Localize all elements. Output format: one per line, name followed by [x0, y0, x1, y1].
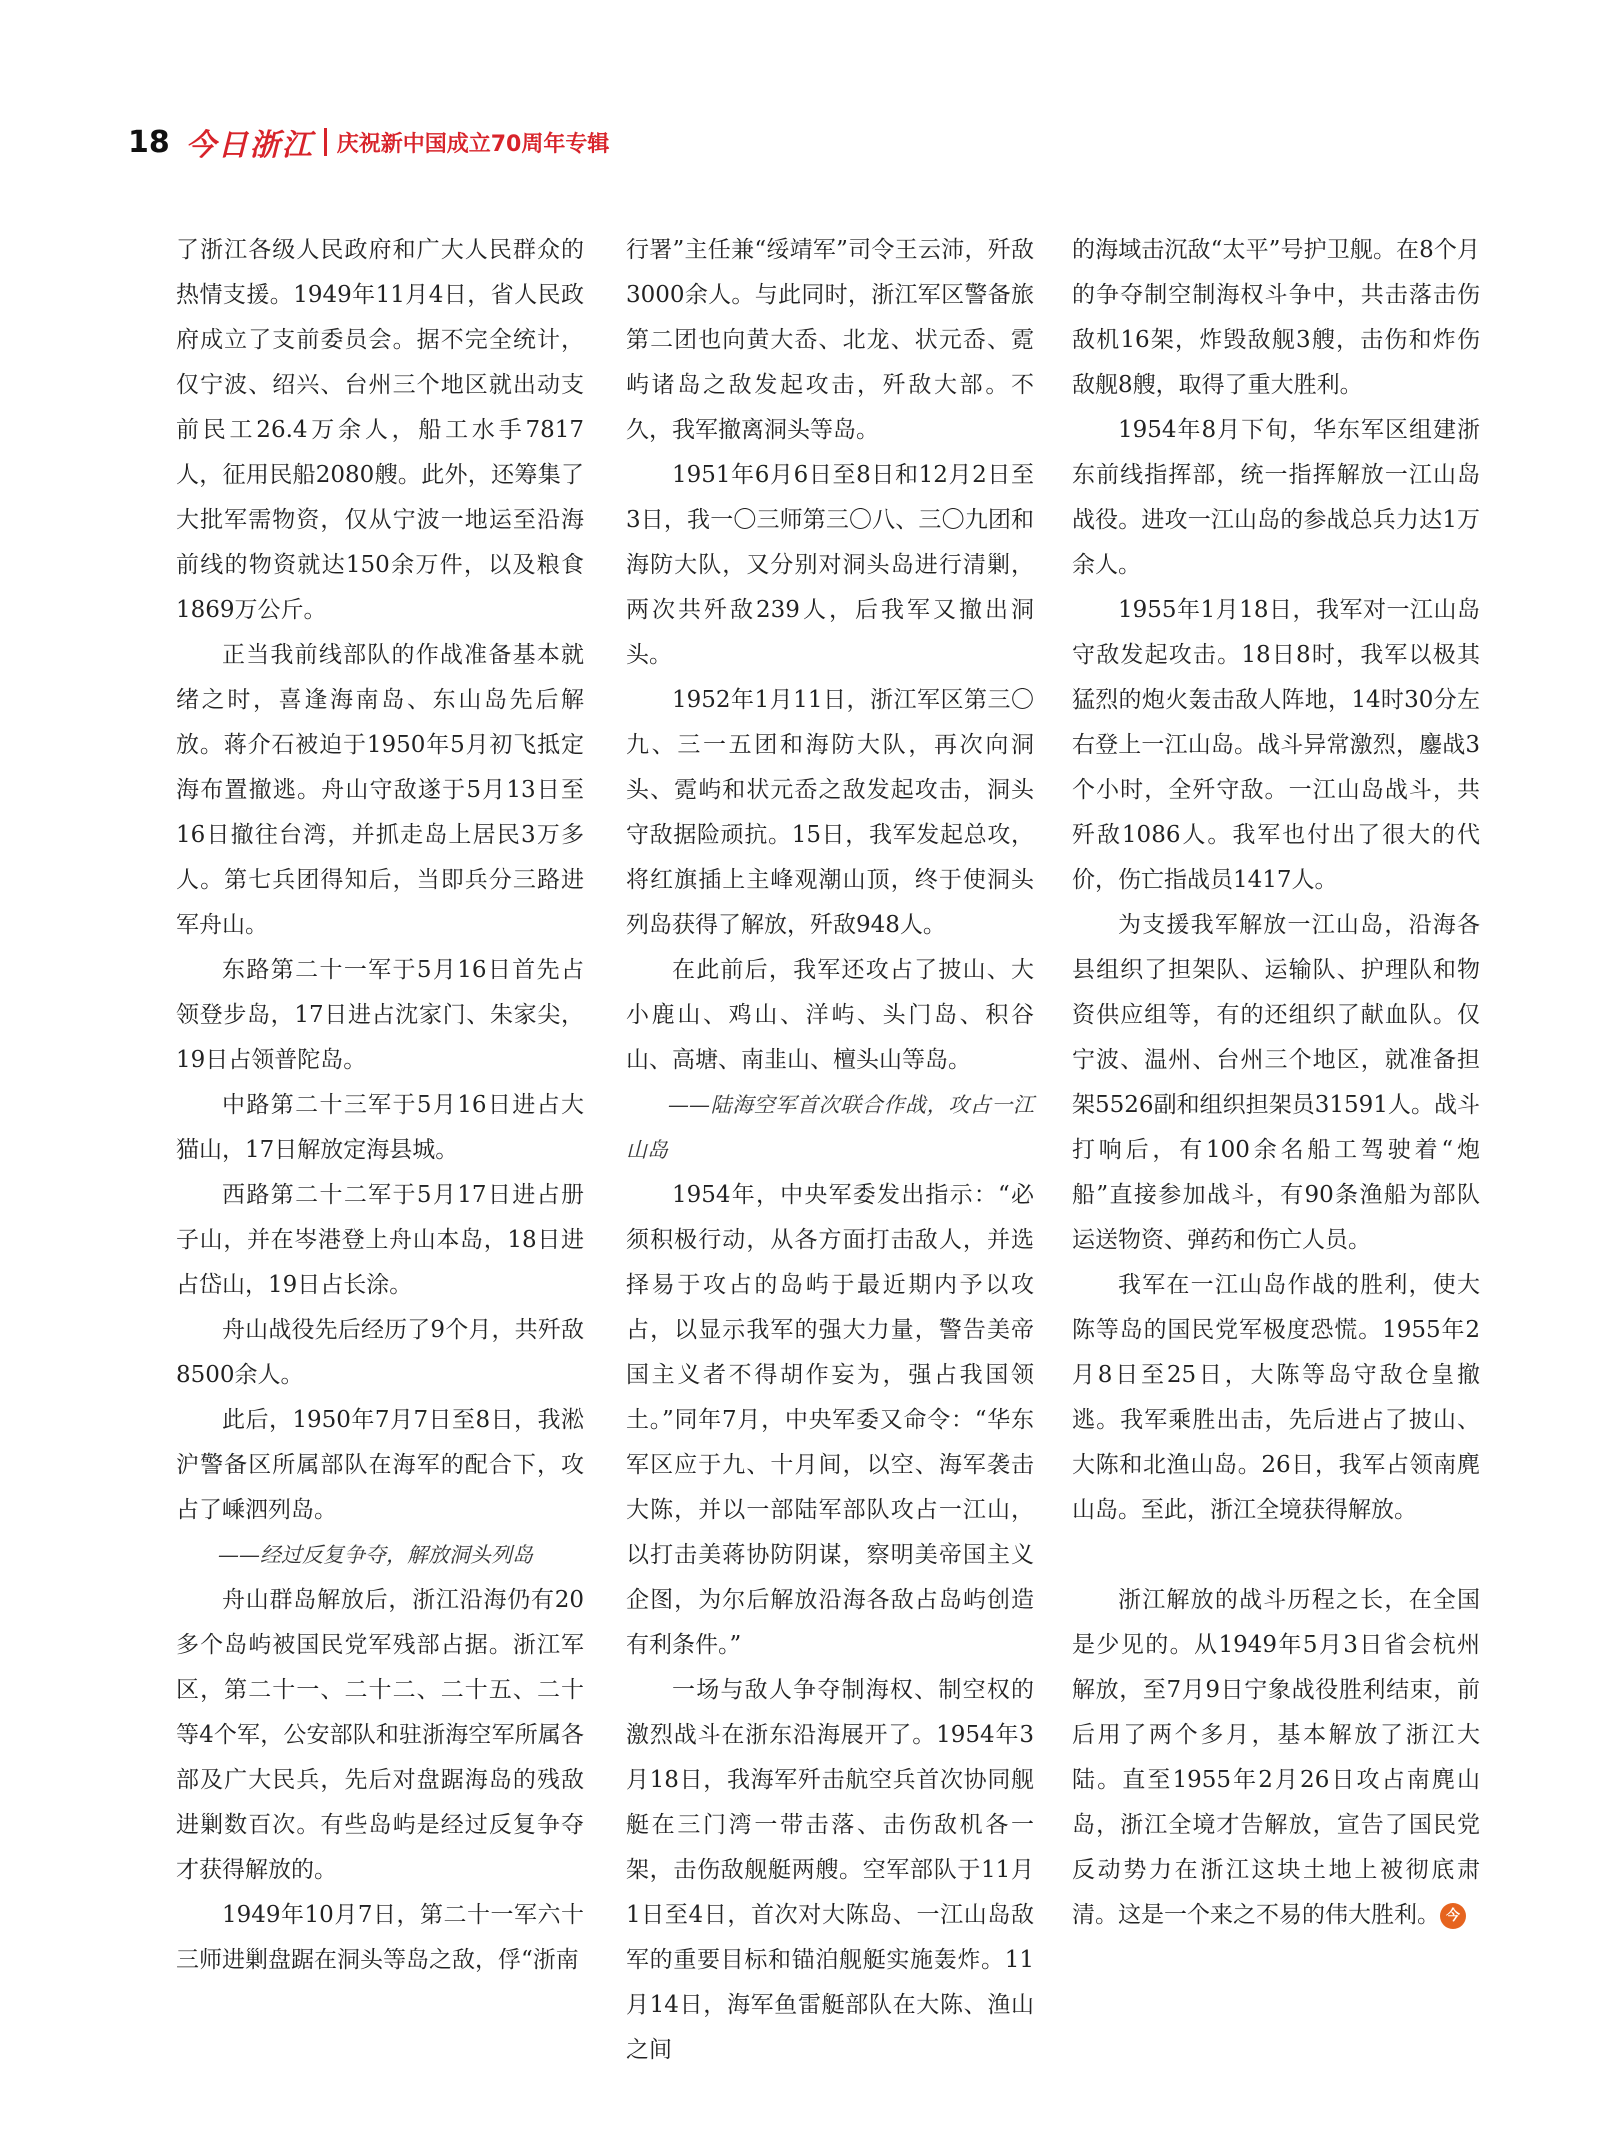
- article-paragraph: 1954年，中央军委发出指示：“必须积极行动，从各方面打击敌人，并选择易于攻占的岛屿于最近期内予以攻占，以显示我军的强大力量，警告美帝国主义者不得胡作妄为，强占我国领土。”同年7月，中央军委又命令：“华东军区应于九、十月间，以空、海军袭击大陈，并以一部陆军部队攻占一江山，以打击美蒋协防阴谋，察明美帝国主义企图，为尔后解放沿海各敌占岛屿创造有利条件。”: [626, 1182, 1034, 1658]
- article-paragraph: 舟山战役先后经历了9个月，共歼敌8500余人。: [176, 1317, 584, 1388]
- magazine-logo: 今日浙江: [185, 128, 314, 163]
- page-header: [128, 122, 609, 162]
- article-paragraph: 一场与敌人争夺制海权、制空权的激烈战斗在浙东沿海展开了。1954年3月18日，我海军歼击航空兵首次协同舰艇在三门湾一带击落、击伤敌机各一架，击伤敌舰艇两艘。空军部队于11月1日至4日，首次对大陈岛、一江山岛敌军的重要目标和锚泊舰艇实施轰炸。11月14日，海军鱼雷艇部队在大陈、渔山之间: [626, 1677, 1034, 2063]
- article-paragraph: 行署”主任兼“绥靖军”司令王云沛，歼敌3000余人。与此同时，浙江军区警备旅第二团也向黄大岙、北龙、状元岙、霓屿诸岛之敌发起攻击，歼敌大部。不久，我军撤离洞头等岛。: [626, 237, 1034, 443]
- article-paragraph: 的海域击沉敌“太平”号护卫舰。在8个月的争夺制空制海权斗争中，共击落击伤敌机16架，炸毁敌舰3艘，击伤和炸伤敌舰8艘，取得了重大胜利。: [1072, 237, 1480, 398]
- article-paragraph: 在此前后，我军还攻占了披山、大小鹿山、鸡山、洋屿、头门岛、积谷山、高塘、南韭山、檀头山等岛。: [626, 957, 1034, 1073]
- article-paragraph: 1949年10月7日，第二十一军六十三师进剿盘踞在洞头等岛之敌，俘“浙南: [176, 1902, 584, 1973]
- article-paragraph: 中路第二十三军于5月16日进占大猫山，17日解放定海县城。: [176, 1092, 584, 1163]
- section-heading: ——经过反复争夺，解放洞头列岛: [218, 1543, 533, 1567]
- article-paragraph: 1954年8月下旬，华东军区组建浙东前线指挥部，统一指挥解放一江山岛战役。进攻一江山岛的参战总兵力达1万余人。: [1072, 417, 1480, 578]
- header-divider: [324, 128, 327, 156]
- page-number: 18: [128, 124, 170, 160]
- article-column-3: [1072, 228, 1480, 1938]
- article-paragraph: 浙江解放的战斗历程之长，在全国是少见的。从1949年5月3日省会杭州解放，至7月9日宁象战役胜利结束，前后用了两个多月，基本解放了浙江大陆。直至1955年2月26日攻占南麂山岛，浙江全境才告解放，宣告了国民党反动势力在浙江这块土地上被彻底肃清。这是一个来之不易的伟大胜利。 今: [1072, 1587, 1480, 1928]
- article-paragraph: 1952年1月11日，浙江军区第三〇九、三一五团和海防大队，再次向洞头、霓屿和状元岙之敌发起攻击，洞头守敌据险顽抗。15日，我军发起总攻，将红旗插上主峰观潮山顶，终于使洞头列岛获得了解放，歼敌948人。: [626, 687, 1034, 938]
- article-column-2: [626, 228, 1034, 2073]
- section-subtitle: 庆祝新中国成立70周年专辑: [336, 131, 610, 157]
- article-paragraph: 了浙江各级人民政府和广大人民群众的热情支援。1949年11月4日，省人民政府成立了支前委员会。据不完全统计，仅宁波、绍兴、台州三个地区就出动支前民工26.4万余人，船工水手7817人，征用民船2080艘。此外，还筹集了大批军需物资，仅从宁波一地运至沿海前线的物资就达150余万件，以及粮食1869万公斤。: [176, 237, 584, 623]
- article-column-1: [176, 228, 584, 1983]
- article-paragraph: 西路第二十二军于5月17日进占册子山，并在岑港登上舟山本岛，18日进占岱山，19日占长涂。: [176, 1182, 584, 1298]
- article-paragraph: 东路第二十一军于5月16日首先占领登步岛，17日进占沈家门、朱家尖，19日占领普陀岛。: [176, 957, 584, 1073]
- article-paragraph: 舟山群岛解放后，浙江沿海仍有20多个岛屿被国民党军残部占据。浙江军区，第二十一、二十二、二十五、二十等4个军，公安部队和驻浙海空军所属各部及广大民兵，先后对盘踞海岛的残敌进剿数百次。有些岛屿是经过反复争夺才获得解放的。: [176, 1587, 584, 1883]
- article-paragraph: 为支援我军解放一江山岛，沿海各县组织了担架队、运输队、护理队和物资供应组等，有的还组织了献血队。仅宁波、温州、台州三个地区，就准备担架5526副和组织担架员31591人。战斗打响后，有100余名船工驾驶着“炮船”直接参加战斗，有90条渔船为部队运送物资、弹药和伤亡人员。: [1072, 912, 1480, 1253]
- article-paragraph: 1955年1月18日，我军对一江山岛守敌发起攻击。18日8时，我军以极其猛烈的炮火轰击敌人阵地，14时30分左右登上一江山岛。战斗异常激烈，鏖战3个小时，全歼守敌。一江山岛战斗，共歼敌1086人。我军也付出了很大的代价，伤亡指战员1417人。: [1072, 597, 1480, 893]
- article-paragraph: 1951年6月6日至8日和12月2日至3日，我一〇三师第三〇八、三〇九团和海防大队，又分别对洞头岛进行清剿，两次共歼敌239人，后我军又撤出洞头。: [626, 462, 1034, 668]
- article-paragraph: 正当我前线部队的作战准备基本就绪之时，喜逢海南岛、东山岛先后解放。蒋介石被迫于1950年5月初飞抵定海布置撤逃。舟山守敌遂于5月13日至16日撤往台湾，并抓走岛上居民3万多人。第七兵团得知后，当即兵分三路进军舟山。: [176, 642, 584, 938]
- end-mark-icon: 今: [1440, 1903, 1466, 1929]
- article-paragraph: 我军在一江山岛作战的胜利，使大陈等岛的国民党军极度恐慌。1955年2月8日至25日，大陈等岛守敌仓皇撤逃。我军乘胜出击，先后进占了披山、大陈和北渔山岛。26日，我军占领南麂山岛。至此，浙江全境获得解放。: [1072, 1272, 1480, 1523]
- section-heading: ——陆海空军首次联合作战，攻占一江山岛: [626, 1093, 1034, 1162]
- article-paragraph: 此后，1950年7月7日至8日，我淞沪警备区所属部队在海军的配合下，攻占了嵊泗列岛。: [176, 1407, 584, 1523]
